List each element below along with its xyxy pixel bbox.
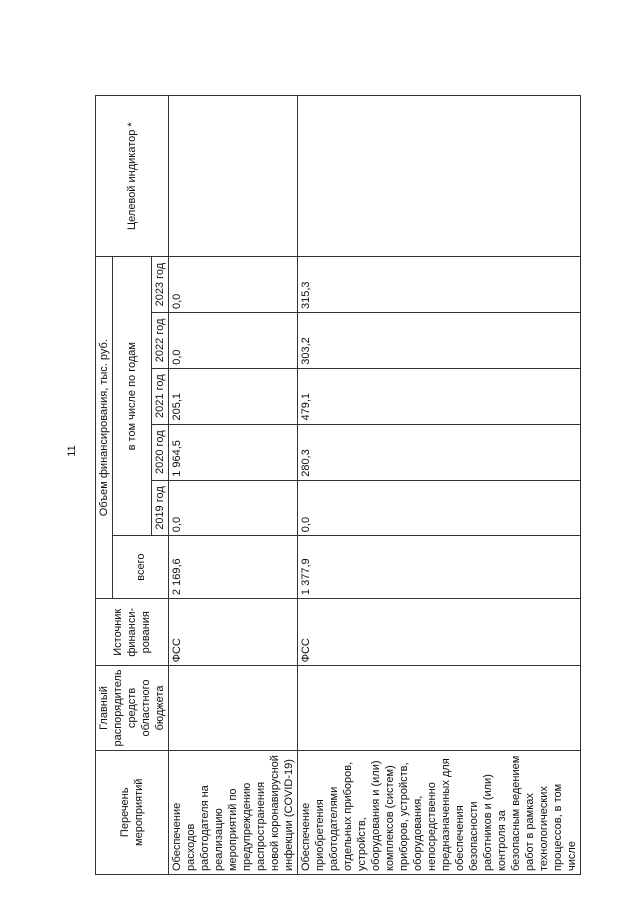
header-events: Перечень мероприятий <box>96 750 169 874</box>
total-cell: 1 377,9 <box>298 536 581 599</box>
target-cell <box>298 96 581 257</box>
header-source: Источник финанси-рования <box>96 599 169 666</box>
header-by-years: в том числе по годам <box>113 257 152 536</box>
header-year-2023: 2023 год <box>152 257 169 313</box>
header-year-2022: 2022 год <box>152 313 169 369</box>
year-cell-2023: 315,3 <box>298 257 581 313</box>
event-cell: Обеспечение расходов работодателя на реализацию мероприятий по предупреждению распространения новой коронавирусной инфекции (COVID-19) <box>169 750 298 874</box>
header-manager: Главный распорядитель средств областного бюджета <box>96 666 169 750</box>
header-year-2019: 2019 год <box>152 480 169 535</box>
year-cell-2022: 0,0 <box>169 313 298 369</box>
year-cell-2020: 1 964,5 <box>169 424 298 480</box>
year-cell-2023: 0,0 <box>169 257 298 313</box>
year-cell-2021: 205,1 <box>169 368 298 424</box>
year-cell-2021: 479,1 <box>298 368 581 424</box>
year-cell-2019: 0,0 <box>169 480 298 535</box>
page-number: 11 <box>66 445 78 457</box>
event-cell: Обеспечение приобретения работодателями отдельных приборов, устройств, оборудования и (или) комплексов (систем) приборов, устройств, оборудования, непосредственно предназначенных для обеспечения безопасности работников и (или) контроля за безопасным ведением работ в рамках технологических процессов, в том числе <box>298 750 581 874</box>
manager-cell <box>169 666 298 750</box>
source-cell: ФСС <box>169 599 298 666</box>
financing-table <box>95 95 581 875</box>
year-cell-2020: 280,3 <box>298 424 581 480</box>
total-cell: 2 169,6 <box>169 536 298 599</box>
manager-cell <box>298 666 581 750</box>
table-row <box>298 96 581 875</box>
header-target: Целевой индикатор * <box>96 96 169 257</box>
year-cell-2019: 0,0 <box>298 480 581 535</box>
header-year-2021: 2021 год <box>152 368 169 424</box>
header-total: всего <box>113 536 169 599</box>
header-year-2020: 2020 год <box>152 424 169 480</box>
target-cell <box>169 96 298 257</box>
year-cell-2022: 303,2 <box>298 313 581 369</box>
table-row <box>169 96 298 875</box>
header-volume: Объем финансирования, тыс. руб. <box>96 257 113 599</box>
source-cell: ФСС <box>298 599 581 666</box>
rotated-table-wrapper <box>95 95 605 875</box>
